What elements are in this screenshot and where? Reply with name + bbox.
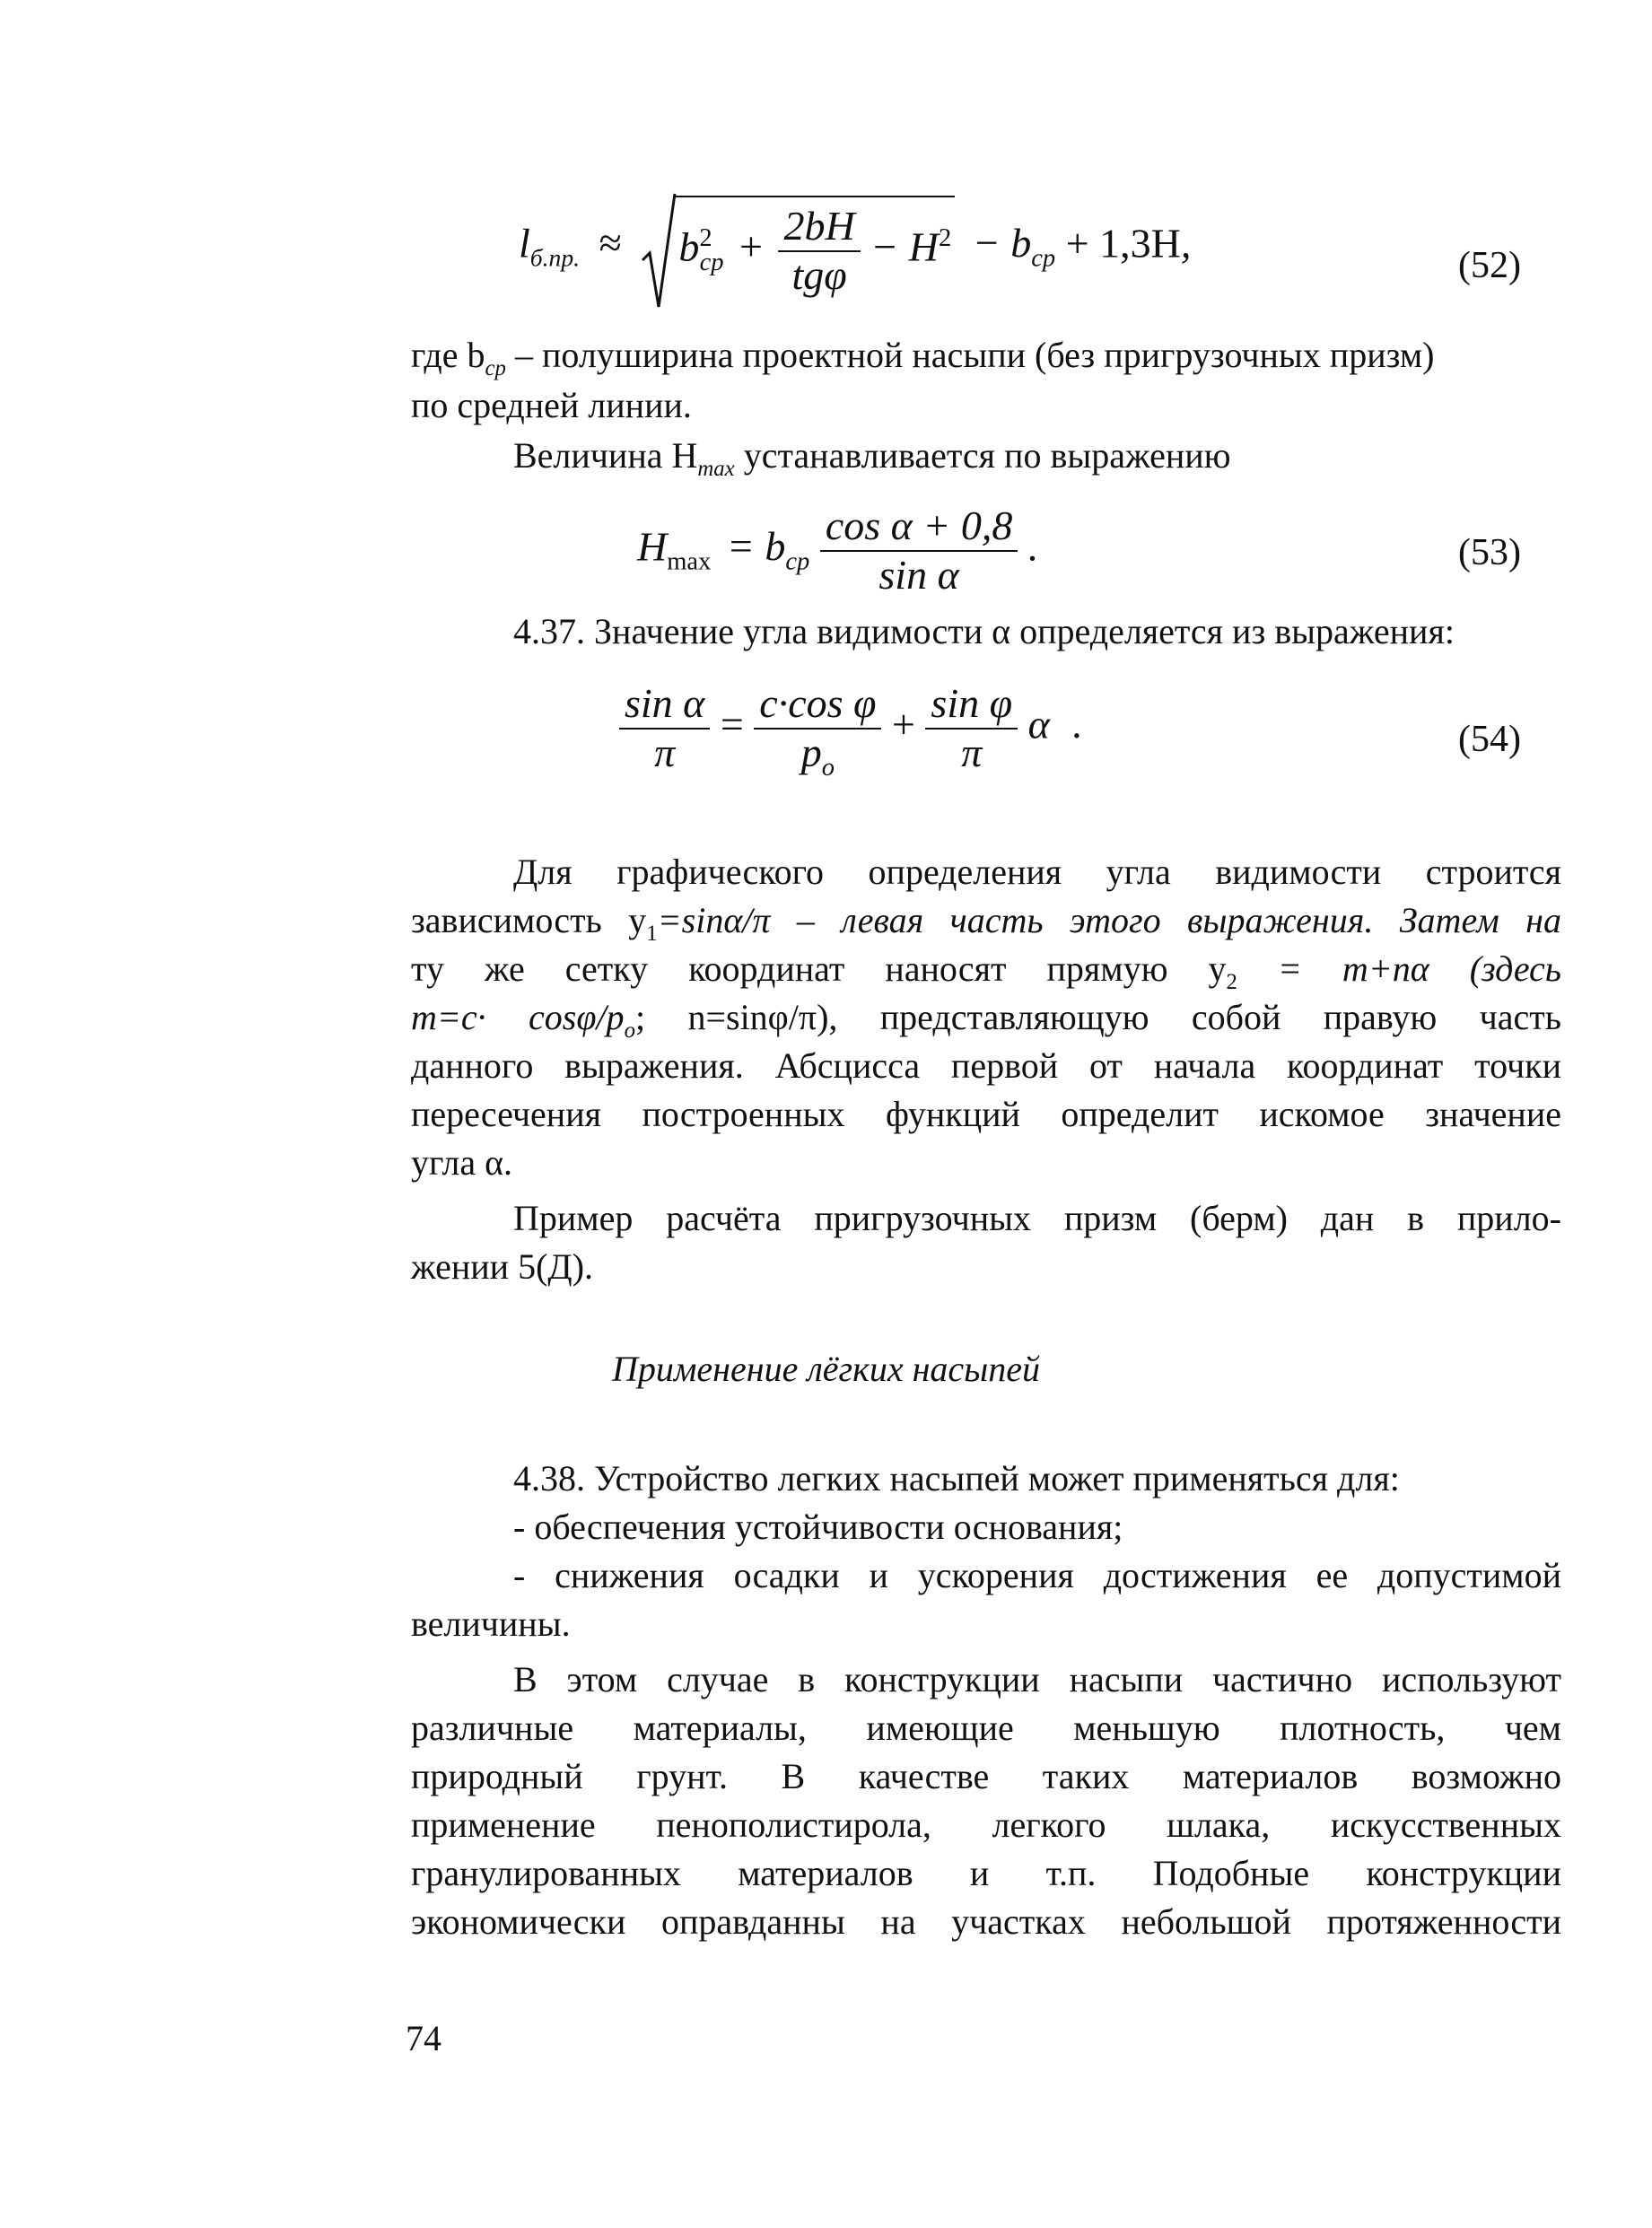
- case-para-line-1: В этом случае в конструкции насыпи частично используют: [513, 1659, 1561, 1699]
- numerator-sin-alpha: sin α: [619, 680, 710, 730]
- definition-b-cp-sub: ср: [485, 356, 506, 380]
- graphic-para-l3b: = m+nα (здесь: [1237, 948, 1562, 989]
- graphic-para-l4a: m=c· cosφ/p: [411, 997, 625, 1037]
- graphic-para-l3sub: 2: [1226, 970, 1237, 994]
- equation-number-52: (52): [1458, 245, 1521, 286]
- case-para-line-6: экономически оправданны на участках небольшой протяженности: [411, 1901, 1561, 1942]
- example-para-line-2: жении 5(Д).: [411, 1246, 594, 1287]
- formula-52-lhs: l: [519, 220, 530, 266]
- fraction-2bh-tgphi: [778, 203, 860, 300]
- equation-number-53: (53): [1458, 532, 1521, 573]
- graphic-para-line-5: данного выражения. Абсцисса первой от начала координат точки: [411, 1045, 1561, 1086]
- comma: ,: [1180, 220, 1192, 266]
- denominator-sin-alpha: sin α: [878, 551, 959, 598]
- sup-2-h: 2: [938, 224, 952, 253]
- plus-1-3-h: + 1,3H: [1065, 220, 1181, 266]
- alpha-symbol: α: [1027, 701, 1050, 747]
- bullet-item-2: - снижения осадки и ускорения достижения ее допустимой: [513, 1555, 1561, 1595]
- sub-cp-2: ср: [1031, 244, 1056, 273]
- sup-2: 2: [699, 224, 712, 253]
- graphic-para-line-4: [411, 996, 1561, 1043]
- graphic-para-l2b: =sinα/π – левая часть этого выражения. Затем на: [657, 900, 1562, 940]
- formula-54: [619, 680, 1083, 782]
- case-para-line-4: применение пенополистирола, легкого шлака, искусственных: [411, 1804, 1561, 1845]
- case-para-line-3: природный грунт. В качестве таких материалов возможно: [411, 1756, 1561, 1796]
- hmax-prefix: Величина H: [513, 435, 698, 476]
- minus-b-cp: − b: [972, 220, 1032, 266]
- numerator-2bh: 2bH: [778, 203, 860, 252]
- radicand: [675, 196, 955, 300]
- formula-52-lhs-sub: б.пр.: [529, 243, 581, 272]
- graphic-para-line-1: Для графического определения угла видимости строится: [513, 852, 1561, 892]
- page-number: 74: [406, 2018, 441, 2058]
- graphic-para-l4b: ; n=sinφ/π), представляющую собой правую часть: [634, 997, 1561, 1037]
- formula-52: [519, 196, 1191, 300]
- hmax-sentence: [513, 434, 1231, 481]
- definition-b-cp-line-2: по средней линии.: [411, 385, 692, 425]
- minus-h-squared: − H: [870, 223, 939, 270]
- formula-53-sub-cp: ср: [785, 547, 810, 576]
- definition-b-cp-prefix: где b: [411, 335, 485, 375]
- formula-54-dot: .: [1072, 701, 1083, 747]
- graphic-para-l2a: зависимость y: [411, 900, 647, 940]
- formula-53: [637, 502, 1038, 599]
- equation-number-54: (54): [1458, 719, 1521, 760]
- hmax-sub: max: [697, 457, 735, 481]
- graphic-para-l2sub: 1: [646, 922, 658, 946]
- b-cp: b: [678, 223, 700, 270]
- graphic-para-line-6: пересечения построенных функций определит искомое значение: [411, 1094, 1561, 1134]
- graphic-para-line-3: [411, 948, 1562, 994]
- graphic-para-l4sub: o: [624, 1018, 635, 1043]
- plus-sign: +: [739, 223, 763, 270]
- equals-sign: =: [720, 701, 744, 747]
- fraction-sin-alpha-pi: [619, 680, 710, 777]
- numerator-sin-phi: sin φ: [925, 680, 1018, 730]
- plus-sign-54: +: [891, 701, 915, 747]
- formula-53-eq-b: = b: [726, 523, 786, 570]
- case-para-line-5: гранулированных материалов и т.п. Подобные конструкции: [411, 1853, 1561, 1893]
- formula-53-lhs: H: [637, 523, 668, 570]
- bullet-item-1: - обеспечения устойчивости основания;: [513, 1507, 1123, 1547]
- denominator-tgphi: tgφ: [791, 251, 847, 298]
- denominator-pi-2: π: [961, 729, 983, 775]
- sub-cp: ср: [699, 248, 724, 276]
- numerator-c-cos-phi: c·cos φ: [754, 680, 881, 730]
- formula-53-dot: .: [1027, 523, 1039, 570]
- graphic-para-l3a: ту же сетку координат наносят прямую y: [411, 948, 1227, 989]
- formula-53-lhs-sub: max: [667, 547, 712, 576]
- denominator-po: [754, 729, 881, 782]
- bullet-item-2-cont: величины.: [411, 1603, 571, 1644]
- approx-sign: ≈: [599, 220, 622, 266]
- case-para-line-2: различные материалы, имеющие меньшую плотность, чем: [411, 1708, 1561, 1748]
- graphic-para-line-2: [411, 899, 1562, 946]
- denominator-p: p: [800, 729, 822, 775]
- fraction-cos-sin: [820, 502, 1018, 599]
- definition-b-cp-line: [411, 334, 1435, 380]
- hmax-rest: устанавливается по выражению: [734, 435, 1231, 476]
- denominator-o: o: [821, 754, 835, 782]
- section-4-38: 4.38. Устройство легких насыпей может применяться для:: [513, 1458, 1400, 1498]
- radical-sign-icon: [641, 190, 677, 316]
- graphic-para-line-7: угла α.: [411, 1142, 513, 1183]
- square-root: [641, 196, 955, 300]
- numerator-cos-alpha: cos α + 0,8: [820, 502, 1018, 552]
- definition-b-cp-rest: – полуширина проектной насыпи (без пригрузочных призм): [505, 335, 1435, 375]
- example-para-line-1: Пример расчёта пригрузочных призм (берм) дан в прило-: [513, 1198, 1561, 1238]
- section-4-37: 4.37. Значение угла видимости α определяется из выражения:: [513, 611, 1455, 651]
- fraction-c-cos-phi-po: [754, 680, 881, 782]
- fraction-sin-phi-pi: [925, 680, 1018, 777]
- denominator-pi: π: [654, 729, 676, 775]
- section-heading: Применение лёгких насыпей: [611, 1349, 1041, 1389]
